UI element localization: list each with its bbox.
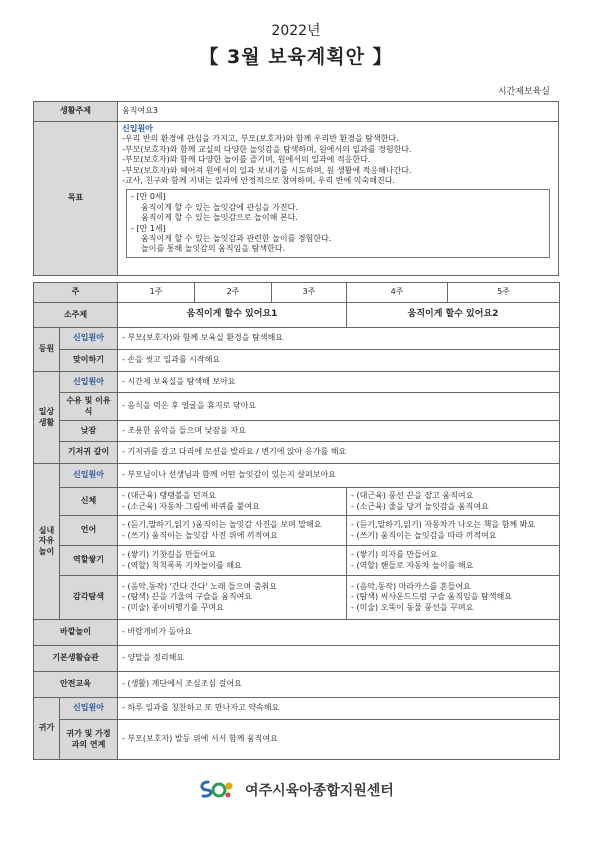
activity-line: - (쌓기) 기찻길을 만들어요 [122,550,217,560]
age1-line: 움직이게 할 수 있는 놀잇감과 관련한 놀이를 경험한다. [141,233,332,243]
goal-line: -부모(보호자)와 헤어져 원에서의 일과 보내기를 시도하며, 원 생활에 적응해나간다. [122,165,412,175]
week-5: 5주 [448,283,560,303]
schedule-table [33,282,560,760]
role-blocks-right [347,546,560,576]
activity-line: - (미술) 종이비행기를 꾸며요 [122,602,224,612]
age1-title: - [만 1세] [131,223,166,233]
age1-line: 놀이를 통해 놀잇감의 움직임을 탐색한다. [141,244,286,254]
week-label: 주 [34,283,118,303]
subtheme-2: 움직이게 할수 있어요2 [347,303,560,328]
goals-newcomer-title: 신입원아 [122,124,153,133]
week-1: 1주 [118,283,195,303]
role-blocks-left [118,546,347,576]
diaper-label: 기저귀 갈이 [60,442,118,464]
week-2: 2주 [195,283,272,303]
age-goals-box [126,189,550,257]
indoor-newcomer-label: 신입원아 [60,464,118,488]
footer-org [0,778,592,804]
age0-line: 움직이게 할 수 있는 놀잇감에 관심을 가진다. [141,202,298,212]
daily-newcomer-label: 신입원아 [60,372,118,393]
activity-line: - (쓰기) 움직이는 놀잇감 사진 위에 끼적여요 [122,530,278,540]
page-title: 【 3월 보육계획안 】 [199,46,393,68]
goal-line: -부모(보호자)와 함께 교실의 다양한 놀잇감을 탐색하며, 원에서의 일과를 경험한다. [122,144,412,154]
theme-label: 생활주제 [34,102,118,122]
language-left [118,516,347,546]
age0-title: - [만 0세] [131,192,166,202]
greeting-label: 맞이하기 [60,350,118,372]
departure-newcomer: - 하루 일과를 칭찬하고 또 만나자고 약속해요 [118,698,560,720]
indoor-label: 실내자유놀이 [34,464,60,620]
indoor-newcomer: - 부모님이나 선생님과 함께 어떤 놀잇감이 있는지 살펴보아요 [118,464,560,488]
sensory-left [118,576,347,620]
activity-line: - (대근육) 탱탱볼을 던져요 [122,491,217,501]
org-logo-icon [198,778,234,804]
goal-line: -부모(보호자)와 함께 다양한 놀이를 즐기며, 원에서의 일과에 적응한다. [122,155,371,165]
physical-right [347,488,560,516]
activity-line: - (탐색) 씨사운드드럼 구슬 움직임을 탐색해요 [351,592,512,602]
sensory-label: 감각탐색 [60,576,118,620]
arrival-newcomer: - 부모(보호자)와 함께 보육실 환경을 탐색해요 [118,328,560,350]
nap-value: - 조용한 음악을 들으며 낮잠을 자요 [118,421,560,442]
habit-label: 기본생활습관 [34,646,118,672]
week-3: 3주 [272,283,347,303]
arrival-label: 등원 [34,328,60,372]
arrival-newcomer-label: 신입원아 [60,328,118,350]
subtheme-1: 움직이게 할수 있어요1 [118,303,347,328]
goals-label: 목표 [34,122,118,276]
activity-line: - (듣기,말하기,읽기 )움직이는 놀잇감 사진을 보며 말해요 [122,520,322,530]
feeding-value: - 음식을 먹은 후 얼굴을 휴지로 닦아요 [118,393,560,421]
greeting-value: - 손을 씻고 일과를 시작해요 [118,350,560,372]
physical-left [118,488,347,516]
outdoor-value: - 바람개비가 돌아요 [118,620,560,646]
departure-newcomer-label: 신입원아 [60,698,118,720]
family-link-label: 귀가 및 가정과의 연계 [60,720,118,760]
week-4: 4주 [347,283,448,303]
org-unit: 시간제보육실 [497,87,550,97]
activity-line: - (쓰기) 움직이는 놀잇감을 따라 끼적여요 [351,530,497,540]
daily-newcomer: - 시간제 보육실을 탐색해 보아요 [118,372,560,393]
departure-label: 귀가 [34,698,60,760]
goal-line: -교사, 친구와 함께 지내는 일과에 안정적으로 참여하며, 우리 반에 익숙해진다. [122,175,395,185]
activity-line: - (소근육) 줄을 당겨 놀잇감을 움직여요 [351,501,489,511]
habit-value: - 양말을 정리해요 [118,646,560,672]
physical-label: 신체 [60,488,118,516]
feeding-label: 수유 및 이유식 [60,393,118,421]
goal-line: -우리 반의 환경에 관심을 가지고, 부모(보호자)와 함께 우리반 환경을 탐색한다. [122,134,399,144]
activity-line: - (대근육) 풍선 끈을 잡고 움직여요 [351,491,474,501]
activity-line: - (탐색) 끈을 기울여 구슬을 움직여요 [122,592,253,602]
outdoor-label: 바깥놀이 [34,620,118,646]
activity-line: - (소근육) 자동차 그림에 바퀴를 붙여요 [122,501,260,511]
diaper-value: - 기저귀를 갈고 다리에 로션을 발라요 / 변기에 앉아 응가를 해요 [118,442,560,464]
language-right [347,516,560,546]
activity-line: - (역할) 칙칙폭폭 기차놀이를 해요 [122,560,242,570]
activity-line: - (듣기,말하기,읽기) 자동차가 나오는 책을 함께 봐요 [351,520,536,530]
plan-year: 2022년 [271,23,321,39]
age0-line: 움직이게 할 수 있는 놀잇감으로 놀이해 본다. [141,213,298,223]
language-label: 언어 [60,516,118,546]
activity-line: - (음악,동작) '간다 간다' 노래 들으며 춤춰요 [122,581,277,591]
family-link-value: - 부모(보호자) 발등 위에 서서 함께 움직여요 [118,720,560,760]
sensory-right [347,576,560,620]
nap-label: 낮잠 [60,421,118,442]
theme-value: 움직여요3 [118,102,559,122]
activity-line: - (쌓기) 의자를 만들어요 [351,550,438,560]
role-blocks-label: 역할쌓기 [60,546,118,576]
activity-line: - (음악,동작) 마라카스를 흔들어요 [351,581,471,591]
activity-line: - (미술) 오뚝이 동물 풍선을 꾸며요 [351,602,474,612]
footer-org-name: 여주시육아종합지원센터 [245,783,394,799]
safety-value: - (생활) 계단에서 조심조심 걸어요 [118,672,560,698]
activity-line: - (역할) 핸들로 자동차 놀이를 해요 [351,560,474,570]
daily-label: 일상생활 [34,372,60,464]
safety-label: 안전교육 [34,672,118,698]
subtheme-label: 소주제 [34,303,118,328]
goals-table [33,101,559,276]
goals-content [118,122,559,276]
